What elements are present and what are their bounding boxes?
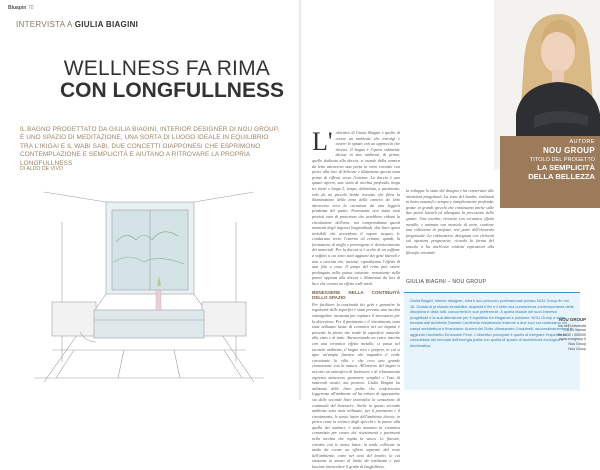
- company-contact-line: Tel 0332 / 000000: [557, 332, 586, 337]
- drop-cap: L': [312, 127, 333, 156]
- article-rest-text: Per facilitare la continuità dei getti e garantire la regolarità delle superfici è stata prevista una nicchia rettangolare incassata per ospitare il necessario per la detersione. Per il pavimento e il rivestimento sono state utilizzate lastre di ceramica nei cui impasti è presente la pietra che tende la superficie naturale alla vista e al tatto. Attraversando un varco inserito con una ceramica effetto metallo, si passa nel secondo ambiente, il bagno vero e proprio, in cui si apre un'ampia finestra che inquadra il verde circostante la villa e che crea una grande connessione con la natura. All'interno del bagno si accorto un atmosfera di benessere e di rilassamento espressa attraverso geometrie semplici e l'uso di materiali neutri, ma preziosi. Giulia Biagini ha utilizzato delle linee pulite che conferiscono leggerezza all'ambiente ed ha evitato di appesantire sia delle seconde linee intensifica la sensazione di continuità del benessere. Anche in questo secondo ambiente sono state utilizzate, per il pavimento e il rivestimento, le stesse lastre dell'ambiente doccia, in pietra come la cornice degli specchi e la parete alla quella dei sanitari, è stata montata la ceramica cementizia per creare dei rivestimenti e pavimenti nella nicchia che ospita la vasca. Le finestre, rivestite con le stesse lastre, la tende collocate in modo da creare un effetto separato dal resto dell'ambiente, come nel caso del lavabo, la cui struttura in mezzo al limite da realizzata e può lasciare intravedere il grado di longfullness.: [312, 301, 400, 470]
- headline-line-2-prefix: CON: [60, 79, 113, 102]
- section-kicker: [16, 20, 138, 29]
- magazine-logo: Bluapin: [8, 5, 27, 11]
- byline: DI ALDO DE VIVO: [20, 166, 63, 172]
- article-column-1: [312, 127, 400, 470]
- company-social-1[interactable]: Nou Group: [568, 341, 586, 346]
- bathroom-sketch: [34, 182, 264, 392]
- article-subhead: BENESSERE NELLA CONTINUITÀ DELLO SPAZIO: [312, 289, 400, 301]
- profile-card-title: GIULIA BIAGINI – NOU GROUP: [406, 279, 487, 285]
- article-column-2-text: la sviluppa lo stato del disegno e ha conservato alle intenzioni progettuali. La zona del lavabo, realizzati in lastre naturali e sempre e semplicemente profonda, grazie ai grandi specchi che continuano anche sulle due pareti laterali ed allungano la percezione dello spazio. Una nicchia, rivestita con ceramica effetto metallo, e animata con mensole di vetro, contiene una collezione di profumi, resi parte dell'elemento progettuale. La rubinetteria, disegnata con elementi sul opertura progressiva, ricorda la forma del sassolo a ha anch'essa evidenti ispirazioni alla filosofia orientale.: [406, 188, 494, 255]
- kicker-prefix: INTERVISTA A: [16, 20, 75, 29]
- author-box: [500, 136, 600, 208]
- headline-line-1: WELLNESS FA RIMA: [63, 57, 270, 80]
- company-contacts: [546, 318, 586, 351]
- company-website[interactable]: www.nougroup.it: [559, 337, 586, 342]
- project-label: TITOLO DEL PROGETTO: [529, 157, 595, 163]
- article-column-2: [406, 188, 494, 272]
- author-label: AUTORE: [569, 139, 595, 145]
- company-contact-line: Via dell'Università: [557, 323, 586, 328]
- profile-card-text: Giulia Biagini, interior designer, mira il suo percorso professionale presso NOU Group fin nel 16. Dotata di profonda sensibilità, acquista il filo e il fatto una conoscenza contemporanea della disciplina e della tutti, concorrenti le sue preferenze. A quella facade dei suoi interessi progettuali e la sua attenzione per il equilibrio tra eleganza e pulsione. NOU Group è stata fondata dall'architetto Daniele Cardinella inizialmente insieme a due soci sui costruiamo nei campi architettura e finanziario: Aurora del Sotto, Alessandro Grudzirelli, successivamente si è aggiunto l'architetto Emanuele Fiore. L'obiettivo principale è quello di integrare l'esperienza consolidata nel mercato dell'energia pulita con quella di spazio di architettura ecologica e bioclimatica.: [410, 298, 574, 348]
- project-title-2: DELLA BELLEZZA: [528, 171, 595, 181]
- company-social-2[interactable]: Nou Group: [568, 346, 586, 351]
- standfirst: IL BAGNO PROGETTATO DA GIULIA BIAGINI, INTERIOR DESIGNER DI NOU GROUP, È UNO SPAZIO DI MEDITAZIONE, UNA SORTA DI LUOGO IDEALE IN EQUILIBRIO TRA L'IKIGAI E IL WABI SABI, DUE CONCETTI GIAPPONESI CHE ESPRIMONO CONTEMPLAZIONE E SEMPLICITÀ E AIUTANO A RITROVARE LA PROPRIA LONGFULLNESS: [20, 126, 280, 167]
- author-company: NOU GROUP: [542, 146, 595, 155]
- company-contact-line: 21100 Varese: [564, 328, 586, 333]
- headline-line-2: [60, 79, 284, 102]
- company-contacts-title: NOU GROUP: [558, 317, 586, 322]
- page-gutter: [298, 0, 302, 400]
- page-number: 70: [28, 5, 34, 11]
- kicker-name: GIULIA BIAGINI: [74, 20, 139, 29]
- article-intro-text: obiettivo di Giulia Biagini è quello di creare un ambiente che travolgi e avvere lo spazio con un approccio che ritorno. Il bagno è l'opera valimente diciosi in duo ambienti, di primo, quello dedicato alla doccia, si esende dalla camera da letto attraverso una porta in vetro rivestito con pietre alla luce di Silicone e illuminano questa zona primo di riflessi verso l'esterno. La doccia è uno spazio aperto, una sorta di nicchia profonda, larga tre metri e lunga 3, tempo, delimitata, a pavimento, solo da un piccolo bordo rivestito che filtra la illuminazione della zona della camera da letto attraverso cera la curvatura da una leggera pendenza del piatto. Nonostante non siano stati previsti vetri di protezione che avrebbero ridotto la circolazione dell'aria, noi comprendiamo questi momenti degli ingressi longitudinali, due linee quasi invisibili che accendono il vapore acqueo, le conducano verso l'esterno ed evitano, quindi, la formazione di muffa e provengono il deterioramento dei materiali. Per la doccia si è scelto di un soffione a soffitto a cui sono stati aggiunti dei getti laterali e una a cascata che, insieme, riproducono l'effetto di una fola a cosa. Il tempo del relax può essere prolungato nella panca esistente, nonostante nella parete opposta alla doccia e illuminata da luci di luce che creano un effetto wall-wash.: [312, 130, 400, 287]
- headline: [60, 57, 284, 102]
- headline-line-2-bold: LONGFULLNESS: [112, 79, 284, 102]
- project-title-1: LA SEMPLICITÀ: [537, 163, 595, 172]
